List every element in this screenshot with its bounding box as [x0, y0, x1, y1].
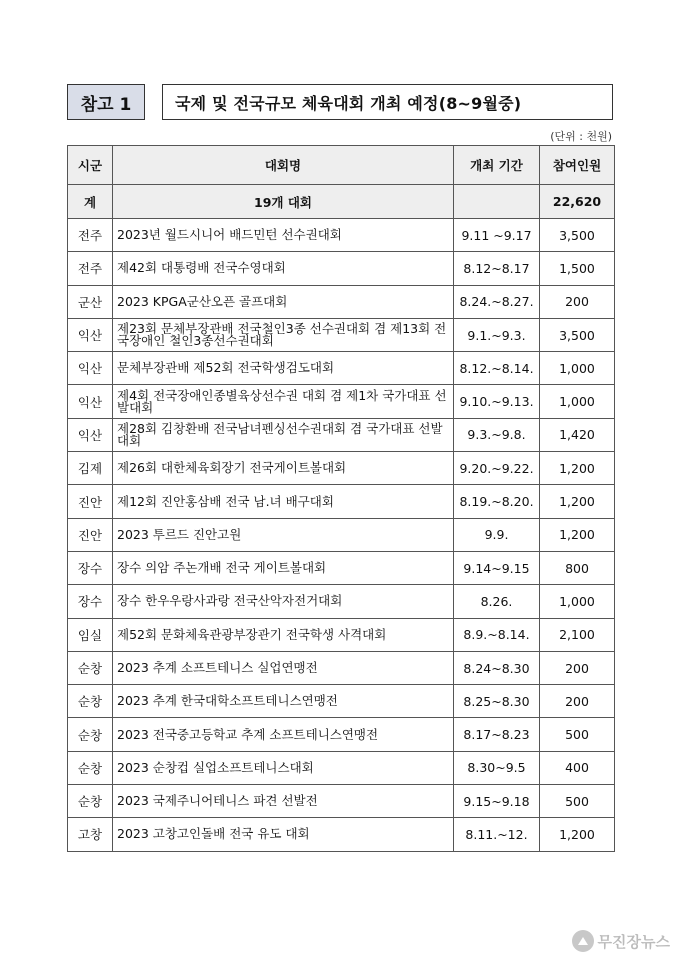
cell-city: 김제 [68, 452, 113, 485]
cell-period: 8.25~8.30 [454, 685, 540, 718]
cell-city: 익산 [68, 385, 113, 418]
cell-period: 9.11 ~9.17 [454, 219, 540, 252]
cell-period: 8.19.~8.20. [454, 485, 540, 518]
cell-period: 8.9.~8.14. [454, 618, 540, 651]
cell-city: 순창 [68, 685, 113, 718]
table-row [68, 352, 615, 385]
cell-city: 익산 [68, 318, 113, 351]
reference-label: 참고 1 [67, 84, 145, 120]
cell-count: 200 [540, 285, 615, 318]
cell-event: 제42회 대통령배 전국수영대회 [113, 252, 454, 285]
cell-event: 문체부장관배 제52회 전국학생검도대회 [113, 352, 454, 385]
cell-period: 8.11.~12. [454, 818, 540, 851]
cell-count: 3,500 [540, 318, 615, 351]
cell-period: 9.15~9.18 [454, 785, 540, 818]
cell-event: 2023 투르드 진안고원 [113, 518, 454, 551]
cell-period: 9.1.~9.3. [454, 318, 540, 351]
events-table [67, 145, 615, 852]
cell-event: 제23회 문체부장관배 전국철인3종 선수권대회 겸 제13회 전국장애인 철인3종선수권대회 [113, 318, 454, 351]
cell-city: 진안 [68, 485, 113, 518]
unit-note: (단위 : 천원) [550, 130, 612, 143]
cell-count: 200 [540, 651, 615, 684]
cell-period: 8.24.~8.27. [454, 285, 540, 318]
cell-count: 1,200 [540, 452, 615, 485]
total-count: 22,620 [540, 185, 615, 219]
cell-city: 진안 [68, 518, 113, 551]
table-row [68, 618, 615, 651]
table-row [68, 518, 615, 551]
cell-count: 1,200 [540, 485, 615, 518]
cell-city: 순창 [68, 651, 113, 684]
cell-event: 제52회 문화체육관광부장관기 전국학생 사격대회 [113, 618, 454, 651]
table-row [68, 485, 615, 518]
cell-count: 500 [540, 785, 615, 818]
page-title: 국제 및 전국규모 체육대회 개최 예정(8~9월중) [162, 84, 613, 120]
cell-city: 순창 [68, 718, 113, 751]
total-period [454, 185, 540, 219]
cell-city: 순창 [68, 785, 113, 818]
total-event: 19개 대회 [113, 185, 454, 219]
cell-event: 2023 국제주니어테니스 파견 선발전 [113, 785, 454, 818]
cell-count: 1,000 [540, 585, 615, 618]
table-row [68, 551, 615, 584]
cell-period: 9.14~9.15 [454, 551, 540, 584]
table-row [68, 318, 615, 351]
cell-period: 8.17~8.23 [454, 718, 540, 751]
column-header-count: 참여인원 [540, 146, 615, 185]
cell-count: 1,500 [540, 252, 615, 285]
cell-count: 1,000 [540, 385, 615, 418]
table-row [68, 285, 615, 318]
cell-count: 1,000 [540, 352, 615, 385]
cell-period: 8.30~9.5 [454, 751, 540, 784]
cell-event: 2023 KPGA군산오픈 골프대회 [113, 285, 454, 318]
cell-event: 2023년 월드시니어 배드민턴 선수권대회 [113, 219, 454, 252]
cell-count: 1,420 [540, 418, 615, 451]
table-row [68, 585, 615, 618]
table-row [68, 818, 615, 851]
cell-city: 익산 [68, 418, 113, 451]
cell-count: 800 [540, 551, 615, 584]
cell-city: 전주 [68, 219, 113, 252]
total-row [68, 185, 615, 219]
cell-period: 8.24~8.30 [454, 651, 540, 684]
table-row [68, 751, 615, 784]
cell-period: 8.12~8.17 [454, 252, 540, 285]
table-row [68, 418, 615, 451]
table-row [68, 685, 615, 718]
cell-event: 제12회 진안홍삼배 전국 남.녀 배구대회 [113, 485, 454, 518]
cell-event: 2023 순창컵 실업소프트테니스대회 [113, 751, 454, 784]
total-city: 계 [68, 185, 113, 219]
cell-period: 9.10.~9.13. [454, 385, 540, 418]
cell-event: 장수 한우우랑사과랑 전국산악자전거대회 [113, 585, 454, 618]
cell-event: 2023 고창고인돌배 전국 유도 대회 [113, 818, 454, 851]
cell-count: 400 [540, 751, 615, 784]
watermark-text: 무진장뉴스 [597, 932, 670, 951]
cell-event: 장수 의암 주논개배 전국 게이트볼대회 [113, 551, 454, 584]
table-header-row [68, 146, 615, 185]
cell-city: 임실 [68, 618, 113, 651]
cell-city: 군산 [68, 285, 113, 318]
cell-city: 고창 [68, 818, 113, 851]
table-row [68, 452, 615, 485]
cell-event: 제26회 대한체육회장기 전국게이트볼대회 [113, 452, 454, 485]
cell-event: 2023 추계 한국대학소프트테니스연맹전 [113, 685, 454, 718]
cell-city: 전주 [68, 252, 113, 285]
cell-event: 2023 전국중고등학교 추계 소프트테니스연맹전 [113, 718, 454, 751]
cell-period: 9.3.~9.8. [454, 418, 540, 451]
cell-count: 3,500 [540, 219, 615, 252]
cell-count: 200 [540, 685, 615, 718]
table-row [68, 718, 615, 751]
cell-count: 1,200 [540, 518, 615, 551]
table-row [68, 785, 615, 818]
column-header-period: 개최 기간 [454, 146, 540, 185]
cell-city: 장수 [68, 551, 113, 584]
table-row [68, 219, 615, 252]
cell-event: 제28회 김창환배 전국남녀펜싱선수권대회 겸 국가대표 선발대회 [113, 418, 454, 451]
cell-period: 9.9. [454, 518, 540, 551]
cell-count: 500 [540, 718, 615, 751]
table-row [68, 651, 615, 684]
cell-city: 익산 [68, 352, 113, 385]
table-row [68, 252, 615, 285]
cell-period: 9.20.~9.22. [454, 452, 540, 485]
cell-event: 제4회 전국장애인종별육상선수권 대회 겸 제1차 국가대표 선발대회 [113, 385, 454, 418]
column-header-event: 대회명 [113, 146, 454, 185]
cell-period: 8.26. [454, 585, 540, 618]
cell-count: 1,200 [540, 818, 615, 851]
watermark [572, 930, 670, 952]
cell-event: 2023 추계 소프트테니스 실업연맹전 [113, 651, 454, 684]
cell-city: 장수 [68, 585, 113, 618]
cell-period: 8.12.~8.14. [454, 352, 540, 385]
table-row [68, 385, 615, 418]
cell-count: 2,100 [540, 618, 615, 651]
column-header-city: 시군 [68, 146, 113, 185]
watermark-logo-icon [572, 930, 594, 952]
cell-city: 순창 [68, 751, 113, 784]
